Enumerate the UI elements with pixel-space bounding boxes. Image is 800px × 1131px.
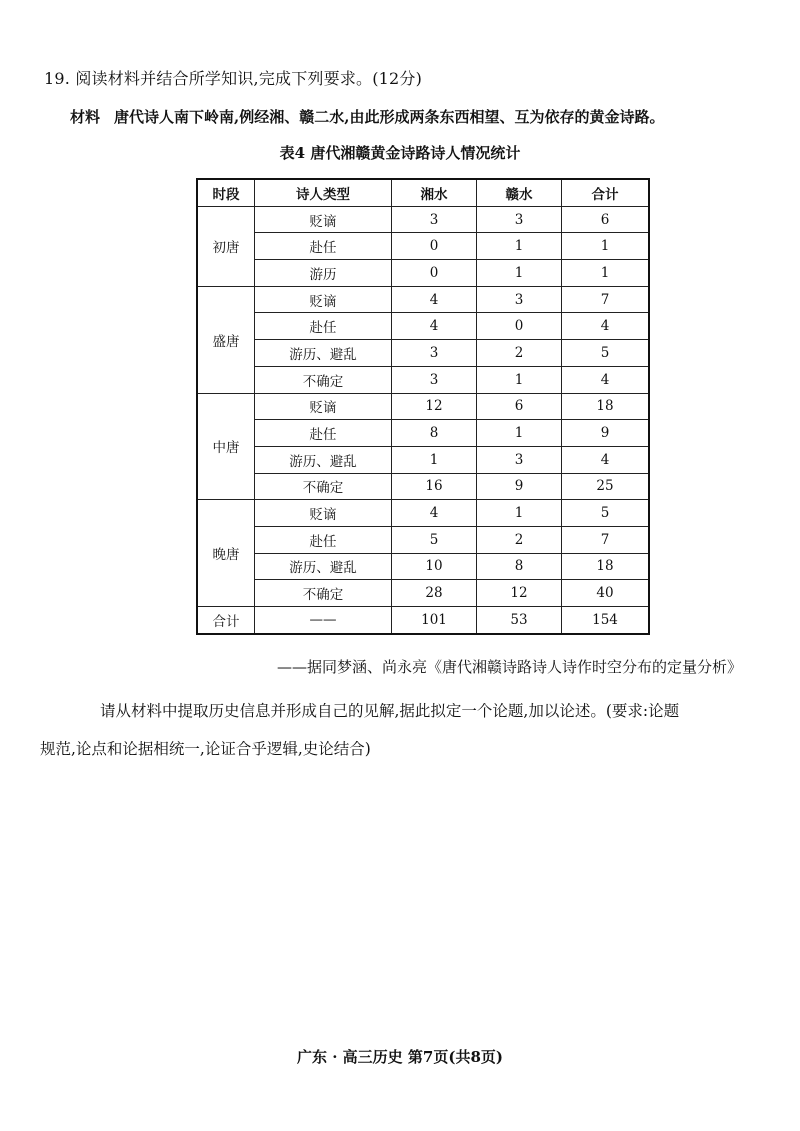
gan-cell: 8 [477, 553, 562, 580]
poet-type-cell: 游历、避乱 [255, 446, 392, 473]
prompt-line-2: 规范,论点和论据相统一,论证合乎逻辑,史论结合) [40, 740, 371, 758]
poet-type-cell: 不确定 [255, 473, 392, 500]
gan-cell: 0 [477, 313, 562, 340]
gan-cell: 3 [477, 286, 562, 313]
gan-cell: 3 [477, 206, 562, 233]
table-header-row [197, 179, 649, 206]
total-cell: 5 [562, 340, 650, 367]
xiang-cell: 4 [392, 313, 477, 340]
poet-statistics-table [196, 178, 650, 635]
table-row [197, 446, 649, 473]
header-period: 时段 [197, 179, 255, 206]
source-citation: ——据同梦涵、尚永亮《唐代湘赣诗路诗人诗作时空分布的定量分析》 [276, 658, 742, 676]
poet-type-cell: 游历 [255, 260, 392, 287]
poet-type-cell: 赴任 [255, 313, 392, 340]
total-cell: 154 [562, 607, 650, 634]
period-cell: 中唐 [197, 393, 255, 500]
poet-type-cell: 不确定 [255, 580, 392, 607]
xiang-cell: 4 [392, 286, 477, 313]
poet-type-cell: 赴任 [255, 420, 392, 447]
xiang-cell: 0 [392, 260, 477, 287]
xiang-cell: 3 [392, 340, 477, 367]
table-total-row [197, 607, 649, 634]
total-cell: 18 [562, 553, 650, 580]
period-cell: 初唐 [197, 206, 255, 286]
xiang-cell: 3 [392, 366, 477, 393]
xiang-cell: 4 [392, 500, 477, 527]
xiang-cell: 5 [392, 526, 477, 553]
material-paragraph [70, 106, 664, 127]
table-row [197, 393, 649, 420]
total-label-cell: 合计 [197, 607, 255, 634]
total-cell: 5 [562, 500, 650, 527]
total-cell: 4 [562, 313, 650, 340]
poet-type-cell: 贬谪 [255, 206, 392, 233]
task-prompt [40, 692, 750, 768]
table-row [197, 526, 649, 553]
table-caption: 表4 唐代湘赣黄金诗路诗人情况统计 [279, 144, 521, 162]
gan-cell: 6 [477, 393, 562, 420]
table-row [197, 366, 649, 393]
xiang-cell: 101 [392, 607, 477, 634]
gan-cell: 1 [477, 420, 562, 447]
total-cell: 40 [562, 580, 650, 607]
period-cell: 盛唐 [197, 286, 255, 393]
page-footer: 广东 · 高三历史 第7页(共8页) [297, 1048, 503, 1066]
total-cell: 4 [562, 366, 650, 393]
poet-type-cell: 贬谪 [255, 500, 392, 527]
table-row [197, 286, 649, 313]
header-gan: 赣水 [477, 179, 562, 206]
table-row [197, 340, 649, 367]
total-cell: 1 [562, 233, 650, 260]
total-cell: 18 [562, 393, 650, 420]
poet-type-cell: 贬谪 [255, 286, 392, 313]
gan-cell: 3 [477, 446, 562, 473]
total-cell: 1 [562, 260, 650, 287]
gan-cell: 1 [477, 260, 562, 287]
material-text: 唐代诗人南下岭南,例经湘、赣二水,由此形成两条东西相望、互为依存的黄金诗路。 [114, 108, 665, 126]
xiang-cell: 28 [392, 580, 477, 607]
xiang-cell: 1 [392, 446, 477, 473]
poet-type-cell: 贬谪 [255, 393, 392, 420]
question-title: 19. 阅读材料并结合所学知识,完成下列要求。(12分) [44, 69, 423, 88]
header-xiang: 湘水 [392, 179, 477, 206]
table-row [197, 500, 649, 527]
xiang-cell: 3 [392, 206, 477, 233]
gan-cell: 1 [477, 500, 562, 527]
table-row [197, 313, 649, 340]
period-cell: 晚唐 [197, 500, 255, 607]
gan-cell: 12 [477, 580, 562, 607]
xiang-cell: 10 [392, 553, 477, 580]
xiang-cell: 0 [392, 233, 477, 260]
total-cell: 25 [562, 473, 650, 500]
material-tag: 材料 [70, 108, 101, 126]
header-poet-type: 诗人类型 [255, 179, 392, 206]
poet-type-cell: 游历、避乱 [255, 553, 392, 580]
xiang-cell: 12 [392, 393, 477, 420]
gan-cell: 2 [477, 526, 562, 553]
table-row [197, 233, 649, 260]
total-cell: 7 [562, 286, 650, 313]
table-row [197, 553, 649, 580]
header-total: 合计 [562, 179, 650, 206]
total-cell: 6 [562, 206, 650, 233]
gan-cell: 1 [477, 233, 562, 260]
table-row [197, 206, 649, 233]
table-row [197, 580, 649, 607]
table-row [197, 420, 649, 447]
gan-cell: 1 [477, 366, 562, 393]
total-cell: 4 [562, 446, 650, 473]
gan-cell: 53 [477, 607, 562, 634]
table-row [197, 473, 649, 500]
table-row [197, 260, 649, 287]
gan-cell: 2 [477, 340, 562, 367]
poet-type-cell: 赴任 [255, 526, 392, 553]
gan-cell: 9 [477, 473, 562, 500]
xiang-cell: 8 [392, 420, 477, 447]
poet-type-cell: 赴任 [255, 233, 392, 260]
total-cell: 7 [562, 526, 650, 553]
total-cell: 9 [562, 420, 650, 447]
poet-type-cell: —— [255, 607, 392, 634]
prompt-line-1: 请从材料中提取历史信息并形成自己的见解,据此拟定一个论题,加以论述。(要求:论题 [100, 702, 680, 720]
poet-type-cell: 不确定 [255, 366, 392, 393]
xiang-cell: 16 [392, 473, 477, 500]
poet-type-cell: 游历、避乱 [255, 340, 392, 367]
